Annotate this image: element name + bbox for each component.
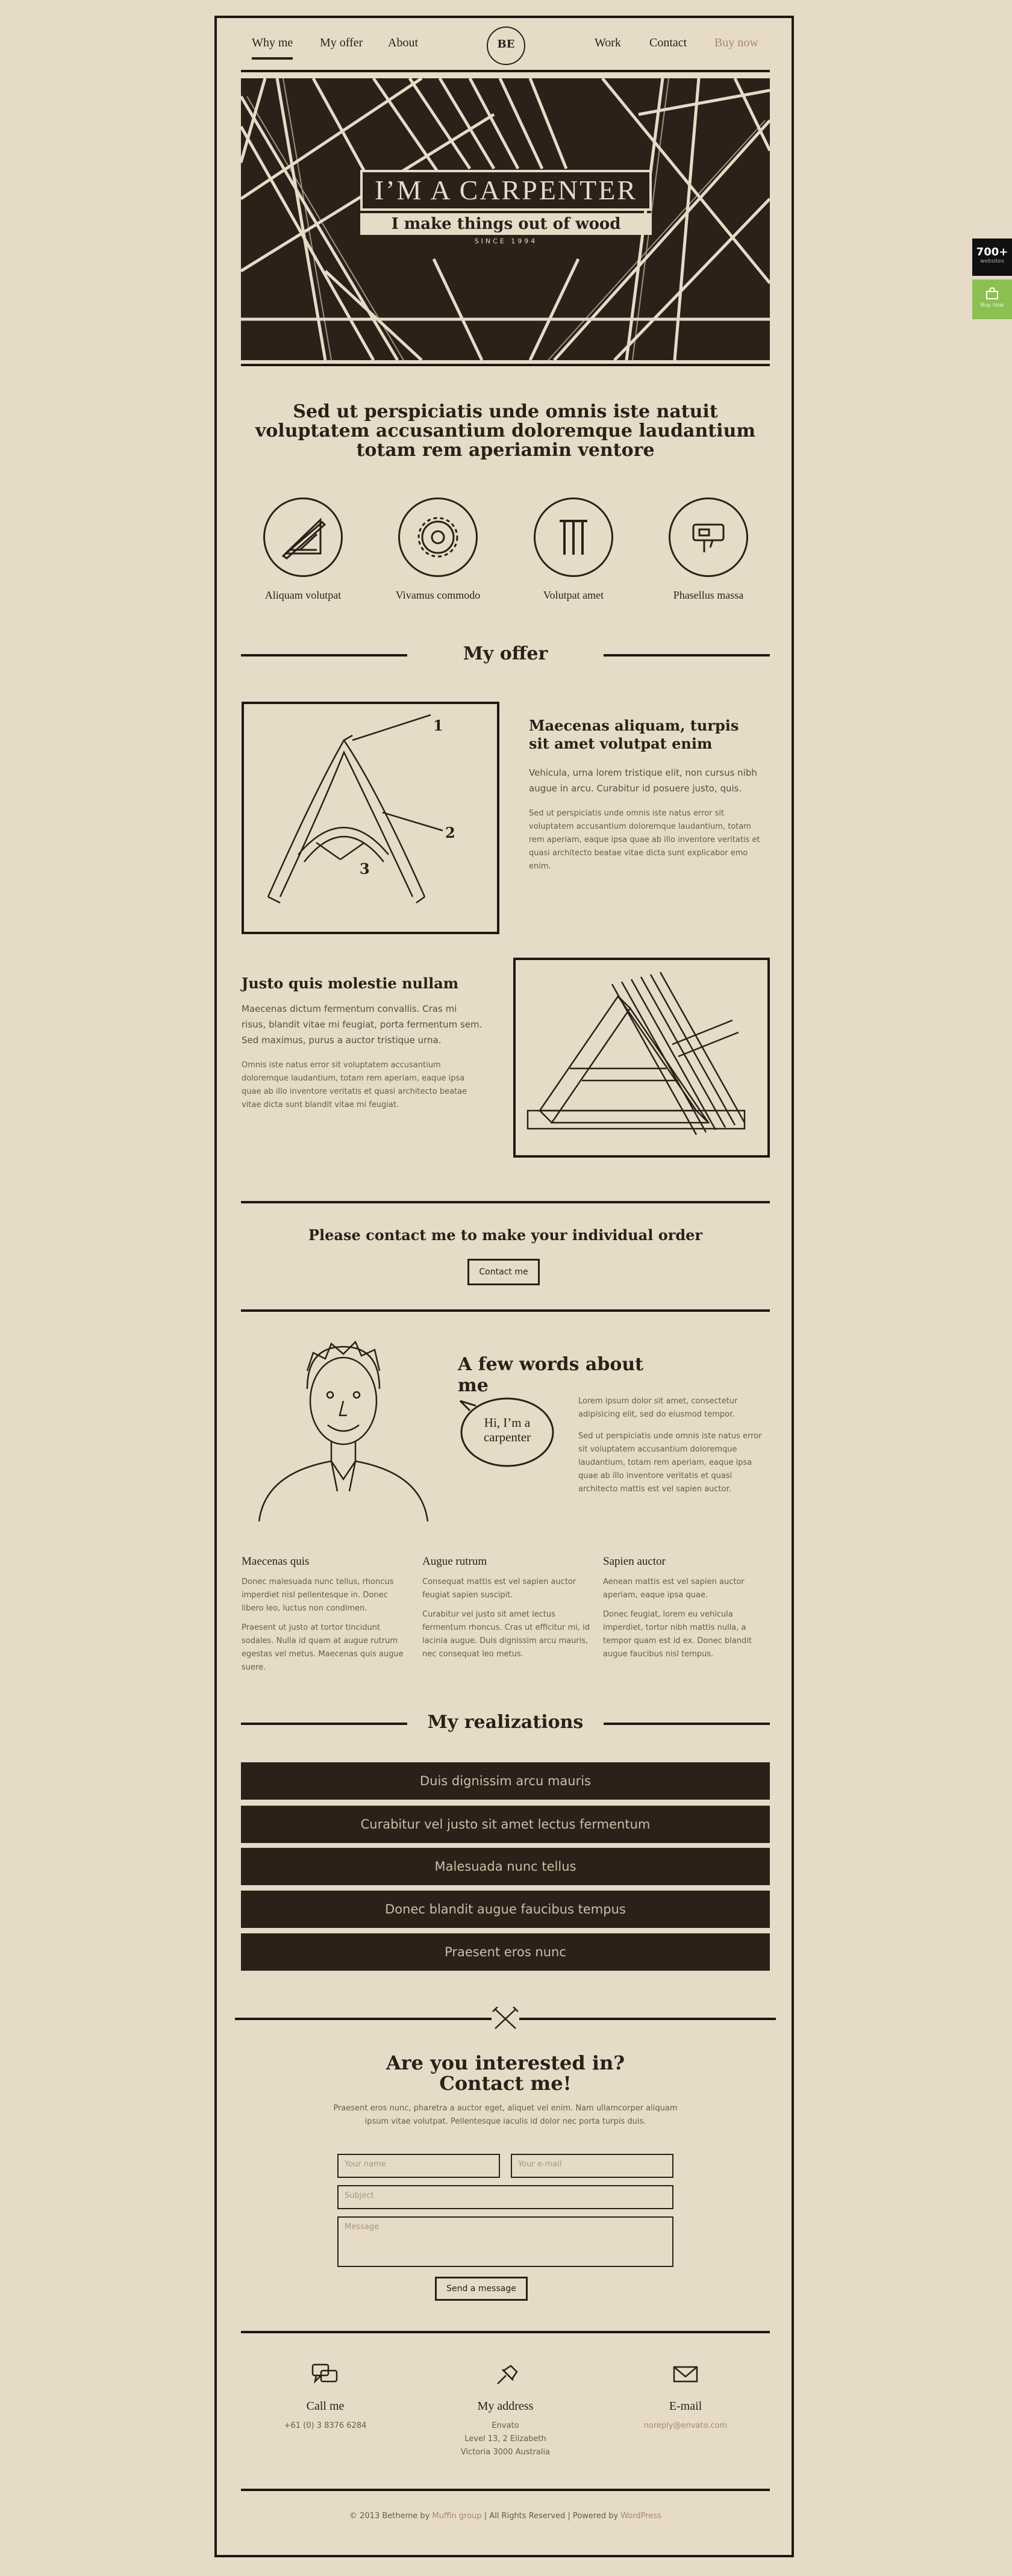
column-title: Sapien auctor xyxy=(603,1555,666,1568)
name-field[interactable]: Your name xyxy=(337,2154,500,2178)
intro-headline: Sed ut perspiciatis unde omnis iste natuit voluptatem accusantium doloremque laudantium totam rem aperiamin ventore xyxy=(255,401,756,461)
truss-diagram-image xyxy=(242,702,499,934)
bubble-text: Hi, I’m a carpenter xyxy=(483,1415,531,1444)
hero-divider xyxy=(241,364,770,366)
nav-why-me[interactable]: Why me xyxy=(252,36,293,60)
feature-label: Vivamus commodo xyxy=(395,589,481,601)
cta-top-divider xyxy=(241,1201,770,1203)
realization-item[interactable]: Curabitur vel justo sit amet lectus fermentum xyxy=(241,1806,770,1843)
offer-section-title xyxy=(241,643,770,667)
footer-email-link[interactable]: noreply@envato.com xyxy=(643,2421,728,2430)
realization-item[interactable]: Malesuada nunc tellus xyxy=(241,1848,770,1885)
about-column-1 xyxy=(242,1555,410,1674)
feature-1 xyxy=(243,497,363,602)
contact-title-line1: Are you interested in? xyxy=(386,2051,625,2074)
footer-address-lines xyxy=(427,2419,584,2459)
nav-work[interactable]: Work xyxy=(595,36,621,49)
hero-subtitle: I make things out of wood xyxy=(360,213,652,235)
offer-heading-1: Maecenas aliquam, turpis sit amet volutpat enim xyxy=(529,717,739,752)
contact-title xyxy=(241,2053,770,2094)
websites-count-badge[interactable] xyxy=(972,239,1012,276)
page-frame xyxy=(214,16,794,2557)
nav-my-offer[interactable]: My offer xyxy=(320,36,363,49)
feature-4 xyxy=(648,497,769,602)
column-p2: Praesent ut justo at tortor tincidunt sodales. Nulla id quam at augue rutrum egestas vel metus. Maecenas quis augue suere. xyxy=(242,1623,404,1672)
envelope-icon xyxy=(607,2362,764,2389)
footer-bottom-divider xyxy=(241,2489,770,2491)
message-field[interactable]: Message xyxy=(337,2216,673,2267)
feature-label: Aliquam volutpat xyxy=(264,589,342,601)
callout-2: 2 xyxy=(445,824,455,841)
feature-2 xyxy=(378,497,498,602)
about-lead: Lorem ipsum dolor sit amet, consectetur adipisicing elit, sed do eiusmod tempor. xyxy=(578,1397,738,1419)
column-p1: Consequat mattis est vel sapien auctor feugiat sapien suscipit. xyxy=(422,1577,576,1600)
hero-banner xyxy=(241,78,770,360)
email-field[interactable]: Your e-mail xyxy=(511,2154,673,2178)
saw-blade-icon xyxy=(398,497,478,577)
column-p2: Donec feugiat, lorem eu vehicula imperdiet, tortor nibh mattis nulla, a tempor quam est id ex. Donec blandit augue faucibus nisl tempus. xyxy=(603,1610,752,1659)
title-line-right xyxy=(604,654,770,656)
contact-title-line2: Contact me! xyxy=(439,2072,572,2095)
hero-since: SINCE 1994 xyxy=(474,237,538,245)
footer-address-title: My address xyxy=(477,2400,534,2413)
offer-body-2: Omnis iste natus error sit voluptatem accusantium doloremque laudantium, totam rem aperiam, eaque ipsa quae ab illo inventore veritatis et quasi architecto beatae vitae dicta sunt blandit vitae mi feugiat. xyxy=(242,1061,467,1109)
buy-now-label: Buy now xyxy=(980,302,1004,308)
top-navigation xyxy=(241,16,770,64)
offer-text-2 xyxy=(242,975,483,1112)
send-message-button[interactable]: Send a message xyxy=(435,2277,528,2301)
cta-text: Please contact me to make your individual order xyxy=(308,1226,703,1244)
websites-count: 700+ xyxy=(976,246,1008,258)
copyright-middle: | All Rights Reserved | Powered by xyxy=(481,2512,621,2521)
offer-body-1: Sed ut perspiciatis unde omnis iste natus error sit voluptatem accusantium doloremque laudantium, totam rem aperiam, eaque ipsa quae ab illo inventore veritatis et quasi architecto beatae vitae dicta sunt explicabor emo enim. xyxy=(529,809,760,871)
column-title: Augue rutrum xyxy=(422,1555,487,1568)
shopping-bag-icon xyxy=(972,287,1012,302)
nav-divider xyxy=(241,70,770,72)
realizations-section-title xyxy=(241,1712,770,1736)
about-text xyxy=(578,1395,765,1496)
column-p2: Curabitur vel justo sit amet lectus fermentum rhoncus. Cras ut efficitur mi, id lacinia augue. Duis dignissim arcu mauris, nec consequat leo metus. xyxy=(422,1610,590,1659)
callout-1: 1 xyxy=(433,717,443,734)
hero-title-block xyxy=(360,170,652,247)
feature-label: Phasellus massa xyxy=(673,589,744,601)
copyright-prefix: © 2013 Betheme by xyxy=(349,2512,433,2521)
column-title: Maecenas quis xyxy=(242,1555,310,1568)
offer-lead-2: Maecenas dictum fermentum convallis. Cras mi risus, blandit vitae mi feugiat, porta fermentum sem. Sed maximus, purus a auctor tristique urna. xyxy=(242,1003,483,1046)
address-line: Level 13, 2 Elizabeth xyxy=(464,2434,546,2443)
websites-label: websites xyxy=(980,258,1004,264)
buy-now-badge[interactable] xyxy=(972,279,1012,319)
footer-address xyxy=(427,2362,584,2459)
contact-me-button[interactable]: Contact me xyxy=(467,1259,540,1285)
cta-bottom-divider xyxy=(241,1309,770,1312)
about-column-2 xyxy=(422,1555,591,1661)
offer-lead-1: Vehicula, urna lorem tristique elit, non cursus nibh augue in arcu. Curabitur id posuere justo, quis. xyxy=(529,767,757,794)
footer-email xyxy=(607,2362,764,2433)
nav-buy-now[interactable]: Buy now xyxy=(714,36,758,49)
wordpress-link[interactable]: WordPress xyxy=(620,2512,661,2521)
logo[interactable]: BE xyxy=(487,27,525,65)
subject-field[interactable]: Subject xyxy=(337,2185,673,2209)
offer-text-1 xyxy=(529,717,764,873)
feature-label: Volutpat amet xyxy=(543,589,604,601)
muffin-group-link[interactable]: Muffin group xyxy=(432,2512,482,2521)
nav-about[interactable]: About xyxy=(388,36,418,49)
callout-3: 3 xyxy=(360,860,370,878)
jigsaw-icon xyxy=(669,497,748,577)
address-line: Envato xyxy=(492,2421,519,2430)
address-line: Victoria 3000 Australia xyxy=(460,2448,551,2457)
footer-email-title: E-mail xyxy=(669,2400,702,2413)
about-body: Sed ut perspiciatis unde omnis iste natus error sit voluptatem accusantium doloremque laudantium, totam rem aperiam, eaque ipsa quae ab illo inventore veritatis et quasi architecto mattis est vel sapien auctor. xyxy=(578,1432,762,1494)
footer-top-divider xyxy=(241,2331,770,2333)
footer-call xyxy=(247,2362,404,2433)
about-title: A few words about me xyxy=(458,1354,644,1396)
carpenter-portrait xyxy=(247,1341,440,1521)
title-line-right xyxy=(604,1723,770,1725)
hero-title: I’M A CARPENTER xyxy=(360,170,652,211)
column-p1: Donec malesuada nunc tellus, rhoncus imperdiet nisl pellentesque in. Donec libero leo, luctus non condimen. xyxy=(242,1577,394,1613)
feature-3 xyxy=(513,497,634,602)
offer-title: My offer xyxy=(463,643,548,664)
chat-bubbles-icon xyxy=(247,2362,404,2389)
realization-item[interactable]: Duis dignissim arcu mauris xyxy=(241,1762,770,1800)
about-column-3 xyxy=(603,1555,769,1661)
nails-icon xyxy=(534,497,613,577)
realization-item[interactable]: Donec blandit augue faucibus tempus xyxy=(241,1891,770,1928)
crossed-tools-icon xyxy=(492,2007,519,2031)
nav-contact[interactable]: Contact xyxy=(649,36,687,49)
footer-phone[interactable]: +61 (0) 3 8376 6284 xyxy=(284,2421,367,2430)
realizations-title: My realizations xyxy=(427,1712,584,1733)
contact-intro: Praesent eros nunc, pharetra a auctor eget, aliquet vel enim. Nam ullamcorper aliquam ipsum vitae volutpat. Pellentesque iaculis id dolor nec porta turpis duis. xyxy=(333,2104,678,2126)
copyright xyxy=(241,2512,770,2521)
column-p1: Aenean mattis est vel sapien auctor aperiam, eaque ipsa quae. xyxy=(603,1577,745,1600)
speech-bubble xyxy=(458,1395,554,1467)
pin-icon xyxy=(427,2362,584,2389)
ruler-triangle-icon xyxy=(263,497,343,577)
realization-item[interactable]: Praesent eros nunc xyxy=(241,1933,770,1971)
roof-frame-image xyxy=(513,958,770,1158)
offer-heading-2: Justo quis molestie nullam xyxy=(242,975,459,992)
footer-call-title: Call me xyxy=(306,2400,345,2413)
